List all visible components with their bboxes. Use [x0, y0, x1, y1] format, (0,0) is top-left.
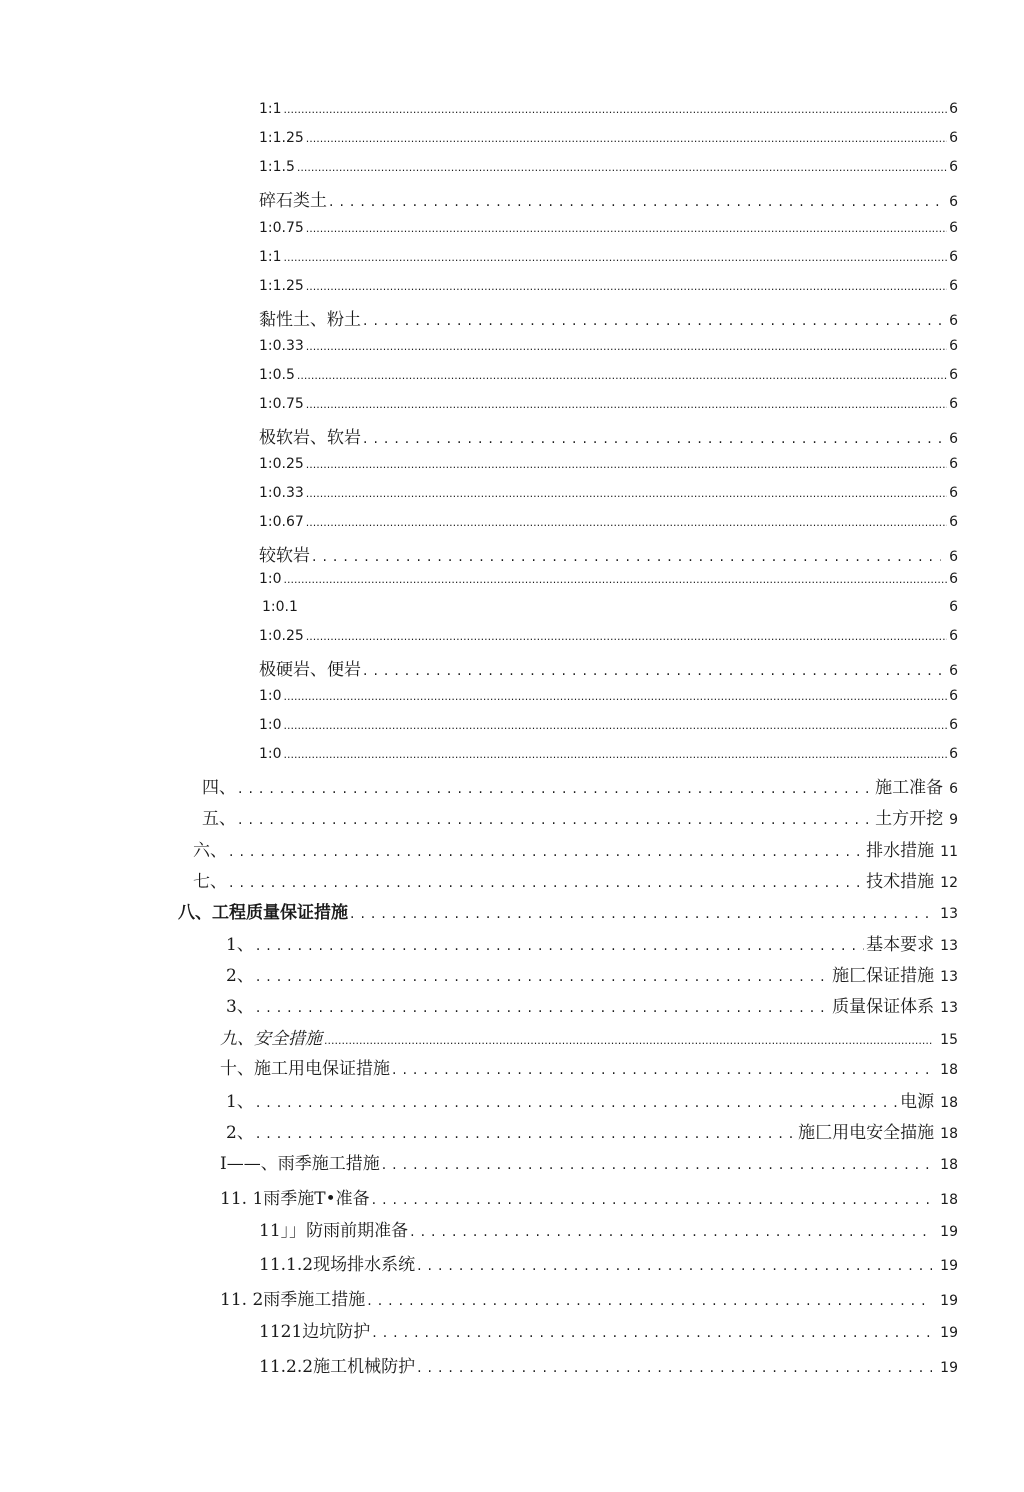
toc-label: 较软岩 — [259, 546, 310, 566]
toc-leader — [256, 1095, 898, 1111]
toc-page-number: 12 — [940, 875, 958, 891]
toc-label: 1:0.67 — [259, 514, 304, 530]
toc-page-number: 6 — [949, 456, 958, 472]
toc-leader — [229, 844, 864, 860]
toc-page-number: 13 — [940, 969, 958, 985]
toc-entry — [259, 423, 958, 448]
toc-page-number: 6 — [949, 514, 958, 530]
toc-entry — [259, 717, 958, 733]
toc-entry — [220, 1184, 958, 1209]
toc-entry — [193, 867, 958, 892]
toc-leader — [284, 103, 948, 116]
toc-entry — [259, 655, 958, 680]
toc-label: 1:1 — [259, 101, 282, 117]
toc-label: 1121边坑防护 — [259, 1322, 371, 1342]
toc-page-number: 6 — [949, 781, 958, 797]
toc-page-number: 15 — [940, 1032, 958, 1048]
toc-entry — [178, 898, 958, 923]
toc-label: 2、 — [226, 1123, 254, 1143]
toc-leader — [410, 1224, 932, 1240]
toc-entry — [259, 338, 958, 354]
toc-page-number: 6 — [949, 717, 958, 733]
toc-label: 11.2.2施工机械防护 — [259, 1357, 416, 1377]
toc-page-number: 6 — [949, 338, 958, 354]
toc-title: 技术措施 — [866, 872, 935, 892]
toc-title: 质量保证体系 — [832, 997, 935, 1017]
toc-entry — [202, 804, 958, 829]
toc-page-number: 19 — [940, 1360, 958, 1376]
toc-leader — [363, 663, 941, 679]
toc-leader — [306, 487, 947, 500]
toc-label: 1:0.25 — [259, 628, 304, 644]
toc-page-number: 6 — [949, 159, 958, 175]
toc-leader — [350, 906, 932, 922]
toc-leader — [372, 1192, 933, 1208]
toc-page-number: 6 — [949, 485, 958, 501]
toc-page-number: 6 — [949, 571, 958, 587]
toc-page-number: 6 — [949, 746, 958, 762]
toc-leader — [417, 1258, 932, 1274]
toc-label: 七、 — [193, 872, 227, 892]
toc-leader — [417, 1360, 932, 1376]
toc-leader — [306, 340, 947, 353]
toc-leader — [297, 369, 947, 382]
toc-leader — [306, 280, 947, 293]
toc-entry — [259, 367, 958, 383]
toc-entry — [226, 992, 958, 1017]
toc-entry — [259, 541, 958, 566]
toc-entry — [259, 278, 958, 294]
toc-entry — [259, 485, 958, 501]
toc-title: 施工准备 — [875, 778, 944, 798]
toc-title: 施匚用电安全描施 — [798, 1123, 935, 1143]
toc-leader — [256, 1126, 796, 1142]
toc-entry — [220, 1285, 958, 1310]
toc-entry — [259, 1317, 958, 1342]
toc-label: 11」」防雨前期准备 — [259, 1221, 409, 1241]
toc-page-number: 19 — [940, 1224, 958, 1240]
toc-leader — [382, 1157, 932, 1173]
toc-label: 1:0.5 — [259, 367, 295, 383]
toc-label: 11. 1雨季施T•准备 — [220, 1189, 370, 1209]
toc-label: 1:1 — [259, 249, 282, 265]
toc-page-number: 6 — [949, 688, 958, 704]
toc-leader — [306, 516, 947, 529]
toc-page-number: 6 — [949, 396, 958, 412]
toc-label: 1、 — [226, 1092, 254, 1112]
toc-leader — [329, 194, 941, 210]
toc-label: 黏性土、粉土 — [259, 310, 361, 330]
toc-label: 四、 — [202, 778, 236, 798]
toc-entry — [262, 599, 958, 615]
toc-entry — [259, 220, 958, 236]
toc-label: 1:0.75 — [259, 396, 304, 412]
toc-entry — [220, 1024, 958, 1049]
toc-label: 九、安全措施 — [220, 1029, 322, 1049]
toc-leader — [256, 938, 864, 954]
toc-label: 2、 — [226, 966, 254, 986]
toc-page-number: 6 — [949, 220, 958, 236]
toc-entry — [259, 186, 958, 211]
toc-page-number: 19 — [940, 1293, 958, 1309]
toc-entry — [259, 396, 958, 412]
toc-page-number: 11 — [940, 844, 958, 860]
toc-label: 1:0.75 — [259, 220, 304, 236]
toc-leader — [306, 132, 947, 145]
toc-page-number: 18 — [940, 1192, 958, 1208]
toc-leader — [238, 812, 873, 828]
toc-leader — [256, 969, 830, 985]
toc-entry — [226, 1087, 958, 1112]
toc-label: 1:0.33 — [259, 338, 304, 354]
toc-page-number: 18 — [940, 1157, 958, 1173]
toc-entry — [259, 305, 958, 330]
toc-page-number: 19 — [940, 1258, 958, 1274]
toc-label: 八、工程质量保证措施 — [178, 903, 348, 923]
toc-leader — [284, 690, 948, 703]
toc-leader — [306, 398, 947, 411]
toc-label: 1:0 — [259, 717, 282, 733]
toc-page-number: 9 — [949, 812, 958, 828]
toc-leader — [284, 573, 948, 586]
toc-page-number: 18 — [940, 1062, 958, 1078]
toc-leader — [229, 875, 864, 891]
toc-leader — [367, 1293, 932, 1309]
toc-leader — [284, 251, 948, 264]
toc-label: 11. 2雨季施工措施 — [220, 1290, 366, 1310]
toc-entry — [259, 688, 958, 704]
toc-entry — [259, 456, 958, 472]
toc-label: I——、雨季施工措施 — [220, 1154, 380, 1174]
toc-page-number: 6 — [949, 313, 958, 329]
toc-leader — [312, 549, 941, 565]
toc-title: 电源 — [900, 1092, 935, 1112]
toc-label: 1:0.25 — [259, 456, 304, 472]
toc-page-number: 6 — [949, 367, 958, 383]
toc-entry — [220, 1149, 958, 1174]
toc-page-number: 13 — [940, 906, 958, 922]
toc-page-number: 6 — [949, 278, 958, 294]
toc-page-number: 18 — [940, 1126, 958, 1142]
toc-leader — [306, 222, 947, 235]
toc-page-number: 6 — [949, 599, 958, 615]
toc-entry — [259, 1352, 958, 1377]
toc-entry — [259, 130, 958, 146]
toc-leader — [284, 748, 948, 761]
toc-entry — [193, 836, 958, 861]
toc-title: 基本要求 — [866, 935, 935, 955]
toc-page-number: 18 — [940, 1095, 958, 1111]
toc-leader — [324, 1034, 932, 1047]
toc-page-number: 6 — [949, 249, 958, 265]
toc-entry — [259, 628, 958, 644]
toc-label: 六、 — [193, 841, 227, 861]
toc-label: 1:0 — [259, 688, 282, 704]
toc-label: 1:0.33 — [259, 485, 304, 501]
toc-label: 1:0 — [259, 746, 282, 762]
toc-entry — [226, 961, 958, 986]
toc-label: 3、 — [226, 997, 254, 1017]
toc-leader — [256, 1000, 830, 1016]
toc-entry — [226, 930, 958, 955]
toc-entry — [259, 514, 958, 530]
toc-page-number: 13 — [940, 1000, 958, 1016]
toc-label: 五、 — [202, 809, 236, 829]
toc-leader — [363, 431, 941, 447]
toc-leader — [306, 630, 947, 643]
toc-label: 极软岩、软岩 — [259, 428, 361, 448]
toc-entry — [226, 1118, 958, 1143]
toc-entry — [202, 773, 958, 798]
toc-label: 碎石类土 — [259, 191, 327, 211]
toc-page-number: 6 — [949, 431, 958, 447]
toc-leader — [363, 313, 941, 329]
toc-entry — [259, 1216, 958, 1241]
toc-page-number: 6 — [949, 549, 958, 565]
toc-page-number: 6 — [949, 101, 958, 117]
toc-label: 极硬岩、便岩 — [259, 660, 361, 680]
toc-page-number: 6 — [949, 194, 958, 210]
toc-label: 1:1.25 — [259, 130, 304, 146]
toc-label: 1:1.25 — [259, 278, 304, 294]
toc-title: 土方开挖 — [875, 809, 944, 829]
toc-entry — [259, 159, 958, 175]
toc-label: 11.1.2现场排水系统 — [259, 1255, 416, 1275]
toc-page-number: 6 — [949, 130, 958, 146]
toc-leader — [297, 161, 947, 174]
toc-leader — [372, 1325, 932, 1341]
toc-page-number: 13 — [940, 938, 958, 954]
toc-label: 十、施工用电保证措施 — [220, 1059, 390, 1079]
toc-page-number: 6 — [949, 628, 958, 644]
toc-leader — [284, 719, 948, 732]
toc-title: 施匚保证措施 — [832, 966, 935, 986]
toc-label: 1:1.5 — [259, 159, 295, 175]
toc-label: 1:0.1 — [262, 599, 298, 615]
toc-label: 1、 — [226, 935, 254, 955]
toc-entry — [259, 101, 958, 117]
toc-entry — [259, 571, 958, 587]
toc-entry — [259, 1250, 958, 1275]
toc-label: 1:0 — [259, 571, 282, 587]
toc-entry — [259, 249, 958, 265]
toc-page-number: 19 — [940, 1325, 958, 1341]
toc-entry — [259, 746, 958, 762]
toc-title: 排水措施 — [866, 841, 935, 861]
toc-page-number: 6 — [949, 663, 958, 679]
toc-leader — [238, 781, 873, 797]
toc-leader — [306, 458, 947, 471]
toc-leader — [392, 1062, 932, 1078]
toc-entry — [220, 1054, 958, 1079]
